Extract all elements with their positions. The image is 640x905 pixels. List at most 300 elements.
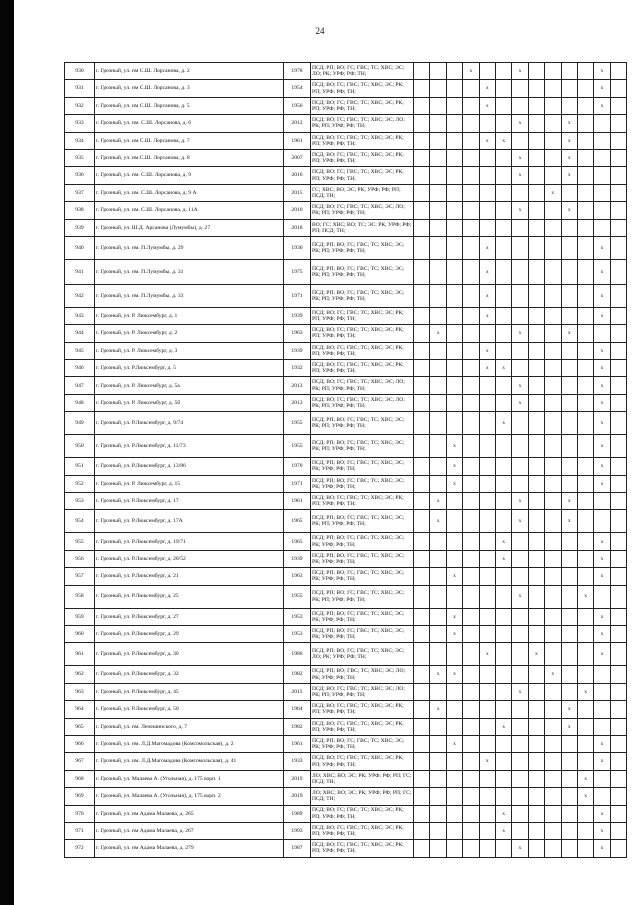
mark-cell	[610, 63, 626, 80]
mark-cell: x	[594, 394, 610, 411]
row-number: 956	[65, 550, 95, 567]
systems-cell: ПСД; ВО; ГС; ГВС; ТС; ХВС; ЭС; РК; РП; УРФ; РФ; ТН;	[311, 805, 414, 822]
mark-cell	[463, 643, 479, 666]
mark-cell	[561, 458, 577, 475]
systems-cell: ПСД; ВО; ГС; ГВС; ТС; ХВС; ЭС; РК; РП; УРФ; РФ; ТН;	[311, 701, 414, 718]
table-row	[65, 475, 627, 492]
mark-cell	[446, 97, 462, 114]
mark-cell	[463, 435, 479, 458]
systems-cell: ЛО; ХВС; ВО; ЭС; РК; УРФ; РФ; РП; ГС; ПСД; ТН;	[311, 770, 414, 787]
mark-cell	[610, 788, 626, 805]
mark-cell: x	[495, 718, 511, 735]
mark-cell	[512, 822, 528, 839]
mark-cell	[463, 236, 479, 259]
mark-cell	[495, 80, 511, 97]
mark-cell	[495, 625, 511, 642]
mark-cell	[430, 184, 446, 201]
mark-cell: x	[512, 167, 528, 184]
mark-cell: x	[446, 608, 462, 625]
mark-cell	[561, 97, 577, 114]
mark-cell	[528, 770, 544, 787]
mark-cell	[528, 115, 544, 132]
row-number: 943	[65, 307, 95, 324]
mark-cell	[545, 236, 561, 259]
mark-cell: x	[446, 458, 462, 475]
mark-cell: x	[479, 643, 495, 666]
mark-cell	[512, 475, 528, 492]
mark-cell	[446, 202, 462, 219]
mark-cell	[414, 568, 430, 585]
mark-cell	[446, 325, 462, 342]
address-cell: г. Грозный, ул. им. С.Ш. Лорсанова, д. 6	[95, 115, 284, 132]
mark-cell	[512, 80, 528, 97]
mark-cell	[463, 149, 479, 166]
address-cell: г. Грозный, ул. Р. Люксембург, д. 2	[95, 325, 284, 342]
year-cell: 1955	[284, 412, 311, 435]
year-cell: 1955	[284, 585, 311, 608]
mark-cell	[610, 585, 626, 608]
row-number: 972	[65, 840, 95, 857]
mark-cell	[463, 184, 479, 201]
mark-cell	[610, 435, 626, 458]
mark-cell	[446, 132, 462, 149]
mark-cell	[610, 510, 626, 533]
mark-cell	[430, 840, 446, 857]
mark-cell	[561, 683, 577, 700]
mark-cell	[512, 132, 528, 149]
mark-cell	[561, 822, 577, 839]
mark-cell	[463, 753, 479, 770]
mark-cell	[414, 259, 430, 284]
mark-cell: x	[545, 184, 561, 201]
mark-cell	[512, 236, 528, 259]
mark-cell	[495, 840, 511, 857]
address-cell: г. Грозный, ул. Р.Люксембург, д. 11/73	[95, 435, 284, 458]
systems-cell: ПСД; РП; ВО; ГС; ГВС; ТС; ХВС; ЭС; РК; РП; УРФ; РФ; ТН;	[311, 510, 414, 533]
mark-cell	[528, 788, 544, 805]
mark-cell	[610, 325, 626, 342]
mark-cell	[495, 643, 511, 666]
mark-cell	[414, 805, 430, 822]
mark-cell	[463, 167, 479, 184]
mark-cell: x	[512, 63, 528, 80]
mark-cell	[577, 475, 593, 492]
mark-cell	[528, 666, 544, 683]
mark-cell: x	[561, 115, 577, 132]
mark-cell	[610, 735, 626, 752]
mark-cell	[479, 666, 495, 683]
address-cell: г. Грозный, ул. Р.Люксембург, д. 50	[95, 701, 284, 718]
mark-cell: x	[561, 202, 577, 219]
mark-cell	[545, 202, 561, 219]
mark-cell: x	[545, 666, 561, 683]
mark-cell	[610, 97, 626, 114]
mark-cell: x	[446, 435, 462, 458]
mark-cell	[610, 625, 626, 642]
mark-cell	[610, 533, 626, 550]
table-row	[65, 735, 627, 752]
mark-cell: x	[594, 475, 610, 492]
systems-cell: ПСД; РП; ВО; ГС; ГВС; ТС; ХВС; ЭС; РК; УРФ; РФ; ТН;	[311, 625, 414, 642]
mark-cell	[463, 202, 479, 219]
mark-cell	[545, 822, 561, 839]
row-number: 970	[65, 805, 95, 822]
mark-cell: x	[512, 840, 528, 857]
mark-cell: x	[446, 475, 462, 492]
mark-cell	[495, 202, 511, 219]
mark-cell	[528, 219, 544, 236]
mark-cell	[594, 510, 610, 533]
mark-cell	[414, 377, 430, 394]
row-number: 954	[65, 510, 95, 533]
mark-cell	[528, 80, 544, 97]
mark-cell	[463, 788, 479, 805]
mark-cell	[430, 568, 446, 585]
year-cell: 1933	[284, 753, 311, 770]
mark-cell	[512, 412, 528, 435]
mark-cell	[495, 770, 511, 787]
address-cell: г. Грозный, ул. им. Лепешинского, д. 7	[95, 718, 284, 735]
mark-cell	[528, 568, 544, 585]
mark-cell	[561, 753, 577, 770]
mark-cell	[512, 643, 528, 666]
mark-cell	[446, 236, 462, 259]
mark-cell: x	[594, 236, 610, 259]
row-number: 930	[65, 63, 95, 80]
mark-cell	[463, 666, 479, 683]
mark-cell	[610, 394, 626, 411]
mark-cell	[414, 458, 430, 475]
year-cell: 1987	[284, 840, 311, 857]
mark-cell	[545, 753, 561, 770]
row-number: 964	[65, 701, 95, 718]
mark-cell	[463, 625, 479, 642]
mark-cell	[512, 533, 528, 550]
mark-cell	[495, 683, 511, 700]
mark-cell	[610, 666, 626, 683]
mark-cell	[561, 360, 577, 377]
year-cell: 2007	[284, 149, 311, 166]
mark-cell	[577, 718, 593, 735]
table-row	[65, 701, 627, 718]
address-cell: г. Грозный, ул. им. П.Лумумбы, д. 31	[95, 259, 284, 284]
mark-cell	[545, 735, 561, 752]
address-cell: г. Грозный, ул. Р. Люксембург, д. 3	[95, 342, 284, 359]
mark-cell	[610, 284, 626, 307]
mark-cell	[545, 840, 561, 857]
mark-cell	[577, 840, 593, 857]
mark-cell	[430, 533, 446, 550]
mark-cell	[479, 683, 495, 700]
systems-cell: ПСД; ВО; ГС; ГВС; ТС; ХВС; ЭС; РК; РП; УРФ; РФ; ТН;	[311, 149, 414, 166]
mark-cell	[463, 360, 479, 377]
systems-cell: ПСД; РП; ВО; ГС; ГВС; ТС; ХВС; ЭС; ЛО; РК; УРФ; РФ; ТН;	[311, 63, 414, 80]
mark-cell	[463, 822, 479, 839]
mark-cell	[594, 202, 610, 219]
mark-cell	[545, 97, 561, 114]
mark-cell: x	[495, 412, 511, 435]
mark-cell: x	[430, 666, 446, 683]
systems-cell: ВО; ГС; ХВС; ВО; ТС; ЭС; РК; УРФ; РФ; РП; ПСД; ТН;	[311, 219, 414, 236]
address-cell: г. Грозный, ул. Р. Люксембург, д. 1	[95, 307, 284, 324]
mark-cell	[463, 284, 479, 307]
mark-cell	[545, 458, 561, 475]
mark-cell	[512, 284, 528, 307]
mark-cell	[463, 377, 479, 394]
mark-cell	[545, 788, 561, 805]
address-cell: г. Грозный, ул. Р.Люксембург, д. 13/86	[95, 458, 284, 475]
mark-cell: x	[577, 683, 593, 700]
mark-cell	[577, 493, 593, 510]
mark-cell: x	[512, 202, 528, 219]
mark-cell	[495, 435, 511, 458]
mark-cell	[528, 307, 544, 324]
mark-cell	[561, 475, 577, 492]
mark-cell	[610, 475, 626, 492]
mark-cell	[446, 80, 462, 97]
mark-cell: x	[594, 625, 610, 642]
mark-cell	[528, 753, 544, 770]
mark-cell	[577, 550, 593, 567]
mark-cell	[430, 475, 446, 492]
mark-cell	[430, 625, 446, 642]
mark-cell	[577, 510, 593, 533]
mark-cell: x	[512, 149, 528, 166]
mark-cell	[561, 770, 577, 787]
mark-cell	[545, 435, 561, 458]
mark-cell	[545, 550, 561, 567]
mark-cell	[528, 822, 544, 839]
mark-cell	[577, 236, 593, 259]
mark-cell	[479, 822, 495, 839]
mark-cell	[545, 493, 561, 510]
mark-cell: x	[446, 735, 462, 752]
table-row	[65, 80, 627, 97]
table-row	[65, 568, 627, 585]
mark-cell	[577, 80, 593, 97]
mark-cell	[528, 475, 544, 492]
mark-cell: x	[446, 568, 462, 585]
mark-cell: x	[594, 435, 610, 458]
systems-cell: ПСД; РП; ВО; ГС; ГВС; ТС; ХВС; ЭС; РК; РП; УРФ; РФ; ТН;	[311, 435, 414, 458]
mark-cell	[430, 307, 446, 324]
mark-cell	[561, 608, 577, 625]
mark-cell	[561, 63, 577, 80]
mark-cell: x	[561, 325, 577, 342]
mark-cell	[479, 202, 495, 219]
mark-cell	[528, 63, 544, 80]
mark-cell	[512, 666, 528, 683]
mark-cell: x	[594, 550, 610, 567]
systems-cell: ПСД; ВО; ГС; ГВС; ТС; ХВС; ЭС; РК; РП; УРФ; РФ; ТН;	[311, 493, 414, 510]
mark-cell	[594, 149, 610, 166]
table-row	[65, 132, 627, 149]
mark-cell: x	[594, 735, 610, 752]
mark-cell: x	[479, 259, 495, 284]
systems-cell: ПСД; ВО; ГС; ГВС; ТС; ХВС; ЭС; РК; РП; УРФ; РФ; ТН;	[311, 718, 414, 735]
mark-cell	[495, 97, 511, 114]
address-cell: г. Грозный, ул. Р.Люксембург, д. 45	[95, 683, 284, 700]
mark-cell	[528, 377, 544, 394]
year-cell: 1963	[284, 325, 311, 342]
table-row	[65, 236, 627, 259]
mark-cell	[479, 325, 495, 342]
address-cell: г. Грозный, ул. Р.Люксембург, д. 17	[95, 493, 284, 510]
row-number: 955	[65, 533, 95, 550]
mark-cell	[577, 63, 593, 80]
row-number: 959	[65, 608, 95, 625]
table-row	[65, 259, 627, 284]
mark-cell	[577, 625, 593, 642]
systems-cell: ПСД; РП; ВО; ГВС; ТС; ХВС; ЭС; ЛО; РК; УРФ; РФ; ТН;	[311, 666, 414, 683]
mark-cell	[561, 236, 577, 259]
year-cell: 1939	[284, 550, 311, 567]
mark-cell	[561, 394, 577, 411]
table-body	[65, 63, 627, 858]
mark-cell	[610, 115, 626, 132]
mark-cell	[414, 236, 430, 259]
mark-cell	[610, 307, 626, 324]
mark-cell	[446, 167, 462, 184]
mark-cell	[414, 149, 430, 166]
row-number: 947	[65, 377, 95, 394]
mark-cell	[430, 608, 446, 625]
mark-cell	[528, 458, 544, 475]
mark-cell	[430, 753, 446, 770]
address-cell: г. Грозный, ул. им Адама Малаева, д. 279	[95, 840, 284, 857]
mark-cell	[545, 325, 561, 342]
table-row	[65, 643, 627, 666]
systems-cell: ПСД; ВО; ГС; ГВС; ТС; ХВС; ЭС; РК; РП; УРФ; РФ; ТН;	[311, 97, 414, 114]
mark-cell	[610, 493, 626, 510]
mark-cell	[479, 377, 495, 394]
mark-cell	[430, 822, 446, 839]
year-cell: 1965	[284, 510, 311, 533]
mark-cell	[414, 666, 430, 683]
mark-cell	[512, 259, 528, 284]
table-row	[65, 412, 627, 435]
mark-cell	[479, 625, 495, 642]
row-number: 933	[65, 115, 95, 132]
mark-cell	[479, 219, 495, 236]
row-number: 938	[65, 202, 95, 219]
mark-cell: x	[495, 550, 511, 567]
mark-cell	[463, 115, 479, 132]
year-cell: 2010	[284, 202, 311, 219]
mark-cell	[414, 435, 430, 458]
systems-cell: ПСД; РП; ВО; ГС; ГВС; ТС; ХВС; ЭС; РК; УРФ; РФ; ТН;	[311, 735, 414, 752]
mark-cell: x	[594, 80, 610, 97]
mark-cell	[463, 568, 479, 585]
mark-cell	[414, 132, 430, 149]
mark-cell	[512, 568, 528, 585]
mark-cell: x	[561, 167, 577, 184]
systems-cell: ПСД; ВО; ГС; ГВС; ТС; ХВС; ЭС; РК; РП; УРФ; РФ; ТН;	[311, 822, 414, 839]
row-number: 940	[65, 236, 95, 259]
mark-cell	[512, 770, 528, 787]
mark-cell	[528, 167, 544, 184]
mark-cell	[446, 510, 462, 533]
mark-cell	[610, 342, 626, 359]
mark-cell	[463, 608, 479, 625]
mark-cell	[512, 307, 528, 324]
mark-cell	[512, 753, 528, 770]
year-cell: 2019	[284, 770, 311, 787]
table-row	[65, 149, 627, 166]
table-row	[65, 63, 627, 80]
mark-cell	[610, 568, 626, 585]
mark-cell	[577, 822, 593, 839]
mark-cell	[430, 80, 446, 97]
mark-cell	[610, 184, 626, 201]
mark-cell	[479, 701, 495, 718]
mark-cell	[528, 585, 544, 608]
mark-cell	[479, 585, 495, 608]
mark-cell: x	[512, 510, 528, 533]
mark-cell	[414, 97, 430, 114]
mark-cell: x	[594, 458, 610, 475]
mark-cell	[463, 259, 479, 284]
year-cell: 1971	[284, 475, 311, 492]
mark-cell	[430, 115, 446, 132]
mark-cell: x	[495, 360, 511, 377]
mark-cell: x	[594, 568, 610, 585]
table-row	[65, 325, 627, 342]
mark-cell	[561, 377, 577, 394]
row-number: 952	[65, 475, 95, 492]
systems-cell: ПСД; ВО; ГС; ГВС; ТС; ХВС; ЭС; РК; РП; УРФ; РФ; ТН;	[311, 753, 414, 770]
mark-cell: x	[594, 753, 610, 770]
year-cell: 1939	[284, 342, 311, 359]
mark-cell	[528, 718, 544, 735]
mark-cell: x	[430, 325, 446, 342]
address-cell: г. Грозный, ул. им.С.Ш. Лорсанова, д. 8	[95, 149, 284, 166]
year-cell: 1982	[284, 718, 311, 735]
mark-cell	[610, 236, 626, 259]
mark-cell	[545, 167, 561, 184]
row-number: 936	[65, 167, 95, 184]
row-number: 944	[65, 325, 95, 342]
year-cell: 1955	[284, 435, 311, 458]
address-cell: г. Грозный, ул. Р. Люксембург, д. 5а	[95, 377, 284, 394]
address-cell: г. Грозный, ул. Р.Люксембург, д. 25	[95, 585, 284, 608]
mark-cell: x	[479, 307, 495, 324]
mark-cell	[545, 475, 561, 492]
mark-cell	[495, 493, 511, 510]
mark-cell	[561, 788, 577, 805]
page-number: 24	[315, 26, 325, 36]
mark-cell	[430, 97, 446, 114]
mark-cell	[430, 550, 446, 567]
systems-cell: ГС; ХВС; ВО; ЭС; РК; УРФ; РФ; РП; ПСД; ТН;	[311, 184, 414, 201]
systems-cell: ЛО; ХВС; ВО; ЭС; РК; УРФ; РФ; РП; ГС; ПСД; ТН;	[311, 788, 414, 805]
mark-cell	[512, 97, 528, 114]
mark-cell	[463, 97, 479, 114]
mark-cell: x	[479, 236, 495, 259]
systems-cell: ПСД; РП; ВО; ГС; ГВС; ТС; ХВС; ЭС; РК; УРФ; РФ; ТН;	[311, 475, 414, 492]
table-row	[65, 840, 627, 857]
mark-cell	[479, 149, 495, 166]
mark-cell	[577, 805, 593, 822]
mark-cell	[495, 788, 511, 805]
mark-cell	[463, 770, 479, 787]
mark-cell	[512, 184, 528, 201]
address-cell: г. Грозный, ул. им С.Ш. Лорсанова, д. 7	[95, 132, 284, 149]
mark-cell	[528, 840, 544, 857]
year-cell: 1975	[284, 259, 311, 284]
mark-cell	[479, 805, 495, 822]
mark-cell	[528, 805, 544, 822]
